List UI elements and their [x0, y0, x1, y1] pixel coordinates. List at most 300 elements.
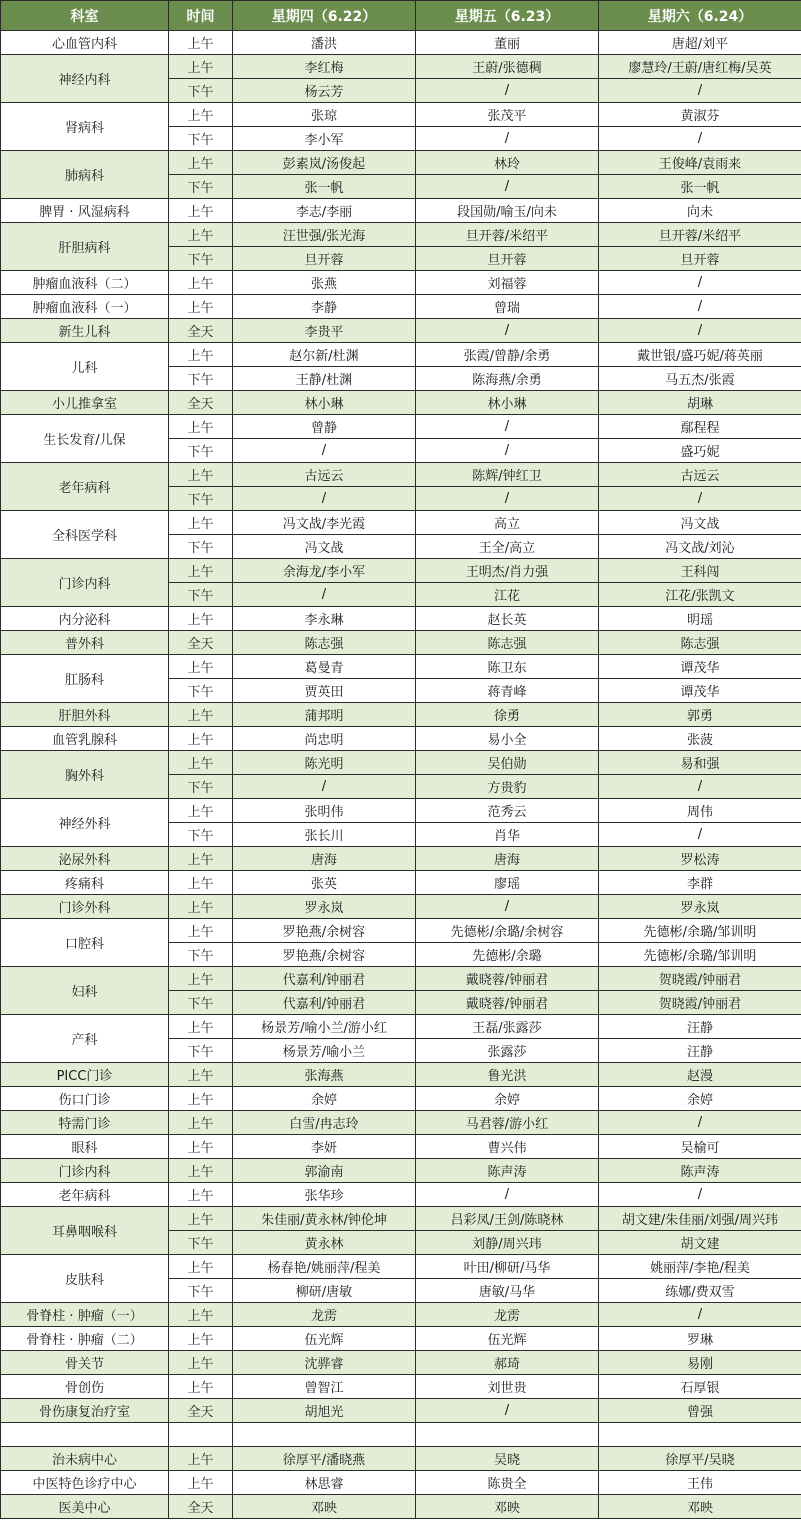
time-cell: 下午 [169, 775, 233, 799]
time-cell: 上午 [169, 919, 233, 943]
time-cell: 下午 [169, 367, 233, 391]
time-cell: 下午 [169, 487, 233, 511]
friday-cell: 董丽 [416, 31, 599, 55]
header-thursday: 星期四（6.22） [233, 1, 416, 31]
department-cell: 老年病科 [1, 1183, 169, 1207]
friday-cell: 张霞/曾静/余勇 [416, 343, 599, 367]
department-cell: 血管乳腺科 [1, 727, 169, 751]
friday-cell: 肖华 [416, 823, 599, 847]
department-cell: 普外科 [1, 631, 169, 655]
time-cell: 下午 [169, 247, 233, 271]
table-row [1, 199, 801, 223]
department-cell: 妇科 [1, 967, 169, 1015]
department-cell: 肺病科 [1, 151, 169, 199]
table-row [1, 1207, 801, 1231]
thursday-cell: 杨云芳 [233, 79, 416, 103]
time-cell: 上午 [169, 1183, 233, 1207]
department-cell: 生长发育/儿保 [1, 415, 169, 463]
header-friday: 星期五（6.23） [416, 1, 599, 31]
friday-cell: / [416, 439, 599, 463]
friday-cell: 段国勋/喻玉/向未 [416, 199, 599, 223]
friday-cell: / [416, 319, 599, 343]
saturday-cell: 戴世银/盛巧妮/蒋英丽 [599, 343, 801, 367]
time-cell: 下午 [169, 991, 233, 1015]
table-row [1, 1447, 801, 1471]
saturday-cell: 汪静 [599, 1039, 801, 1063]
friday-cell: / [416, 175, 599, 199]
thursday-cell: 汪世强/张光海 [233, 223, 416, 247]
saturday-cell: 徐厚平/吴晓 [599, 1447, 801, 1471]
table-row [1, 463, 801, 487]
saturday-cell: / [599, 1111, 801, 1135]
thursday-cell: 张一帆 [233, 175, 416, 199]
table-row [1, 895, 801, 919]
thursday-cell: 冯文战 [233, 535, 416, 559]
header-time: 时间 [169, 1, 233, 31]
thursday-cell: 杨春艳/姚丽萍/程美 [233, 1255, 416, 1279]
time-cell: 下午 [169, 127, 233, 151]
time-cell: 上午 [169, 1351, 233, 1375]
friday-cell: 王明杰/肖力强 [416, 559, 599, 583]
thursday-cell: 旦开蓉 [233, 247, 416, 271]
thursday-cell: 李贵平 [233, 319, 416, 343]
saturday-cell: 张一帆 [599, 175, 801, 199]
time-cell: 上午 [169, 1063, 233, 1087]
thursday-cell: 胡旭光 [233, 1399, 416, 1423]
saturday-cell: 汪静 [599, 1015, 801, 1039]
time-cell: 全天 [169, 1399, 233, 1423]
department-cell: 中医特色诊疗中心 [1, 1471, 169, 1495]
saturday-cell: 易和强 [599, 751, 801, 775]
saturday-cell: 江花/张凯文 [599, 583, 801, 607]
friday-cell: 张茂平 [416, 103, 599, 127]
thursday-cell: 伍光辉 [233, 1327, 416, 1351]
time-cell: 上午 [169, 415, 233, 439]
friday-cell: 先德彬/余璐 [416, 943, 599, 967]
department-cell: 皮肤科 [1, 1255, 169, 1303]
saturday-cell: 王伟 [599, 1471, 801, 1495]
department-cell: 内分泌科 [1, 607, 169, 631]
department-cell: 门诊外科 [1, 895, 169, 919]
table-row [1, 919, 801, 943]
thursday-cell: 林思睿 [233, 1471, 416, 1495]
time-cell: 上午 [169, 223, 233, 247]
table-row [1, 103, 801, 127]
table-row [1, 1135, 801, 1159]
time-cell: 上午 [169, 1111, 233, 1135]
friday-cell: 高立 [416, 511, 599, 535]
time-cell: 上午 [169, 343, 233, 367]
friday-cell: 刘静/周兴玮 [416, 1231, 599, 1255]
table-row [1, 607, 801, 631]
time-cell: 上午 [169, 967, 233, 991]
time-cell: 上午 [169, 727, 233, 751]
thursday-cell: 张英 [233, 871, 416, 895]
thursday-cell: 曾智江 [233, 1375, 416, 1399]
thursday-cell: 罗永岚 [233, 895, 416, 919]
friday-cell: 曹兴伟 [416, 1135, 599, 1159]
table-row [1, 271, 801, 295]
department-cell: 肝胆病科 [1, 223, 169, 271]
time-cell: 上午 [169, 1327, 233, 1351]
time-cell: 下午 [169, 679, 233, 703]
time-cell: 上午 [169, 703, 233, 727]
time-cell: 下午 [169, 79, 233, 103]
table-row [1, 511, 801, 535]
saturday-cell: 郭勇 [599, 703, 801, 727]
department-cell: 骨创伤 [1, 1375, 169, 1399]
friday-cell: 徐勇 [416, 703, 599, 727]
saturday-cell: 旦开蓉 [599, 247, 801, 271]
department-cell: 疼痛科 [1, 871, 169, 895]
thursday-cell: 杨景芳/喻小兰/游小红 [233, 1015, 416, 1039]
friday-cell: 唐海 [416, 847, 599, 871]
saturday-cell: 练娜/费双雪 [599, 1279, 801, 1303]
department-cell: 神经内科 [1, 55, 169, 103]
time-cell: 上午 [169, 103, 233, 127]
saturday-cell: 罗松涛 [599, 847, 801, 871]
thursday-cell: 徐厚平/潘晓燕 [233, 1447, 416, 1471]
thursday-cell: 余海龙/李小军 [233, 559, 416, 583]
table-row [1, 967, 801, 991]
friday-cell: 龙雳 [416, 1303, 599, 1327]
saturday-cell: 胡文建 [599, 1231, 801, 1255]
table-row [1, 1471, 801, 1495]
thursday-cell: 林小琳 [233, 391, 416, 415]
table-row [1, 1015, 801, 1039]
friday-cell: 王磊/张露莎 [416, 1015, 599, 1039]
department-cell: 胸外科 [1, 751, 169, 799]
time-cell: 上午 [169, 751, 233, 775]
saturday-cell: 王科闯 [599, 559, 801, 583]
saturday-cell: / [599, 79, 801, 103]
thursday-cell: 代嘉利/钟丽君 [233, 967, 416, 991]
thursday-cell: 代嘉利/钟丽君 [233, 991, 416, 1015]
time-cell: 上午 [169, 559, 233, 583]
thursday-cell: / [233, 439, 416, 463]
department-cell: 医美中心 [1, 1495, 169, 1519]
table-row [1, 871, 801, 895]
thursday-cell: 邓映 [233, 1495, 416, 1519]
friday-cell: 陈志强 [416, 631, 599, 655]
thursday-cell: 罗艳燕/余树容 [233, 919, 416, 943]
saturday-cell: / [599, 1183, 801, 1207]
thursday-cell: 陈光明 [233, 751, 416, 775]
thursday-cell: 蒲邦明 [233, 703, 416, 727]
friday-cell: 陈声涛 [416, 1159, 599, 1183]
thursday-cell: 曾静 [233, 415, 416, 439]
header-department: 科室 [1, 1, 169, 31]
department-cell: 老年病科 [1, 463, 169, 511]
table-row [1, 751, 801, 775]
thursday-cell: 郭渝南 [233, 1159, 416, 1183]
table-row [1, 295, 801, 319]
saturday-cell: 唐超/刘平 [599, 31, 801, 55]
time-cell: 下午 [169, 439, 233, 463]
friday-cell: 陈海燕/余勇 [416, 367, 599, 391]
saturday-cell: 邓映 [599, 1495, 801, 1519]
time-cell: 上午 [169, 271, 233, 295]
friday-cell: 先德彬/余璐/余树容 [416, 919, 599, 943]
time-cell: 上午 [169, 1375, 233, 1399]
thursday-cell: 陈志强 [233, 631, 416, 655]
department-cell: 产科 [1, 1015, 169, 1063]
thursday-cell: 王静/杜渊 [233, 367, 416, 391]
time-cell: 上午 [169, 199, 233, 223]
saturday-cell: 周伟 [599, 799, 801, 823]
friday-cell: 陈贵全 [416, 1471, 599, 1495]
time-cell: 上午 [169, 655, 233, 679]
time-cell: 上午 [169, 463, 233, 487]
department-cell: 神经外科 [1, 799, 169, 847]
time-cell: 下午 [169, 583, 233, 607]
thursday-cell: 葛曼青 [233, 655, 416, 679]
table-row [1, 655, 801, 679]
friday-cell: 郝琦 [416, 1351, 599, 1375]
friday-cell: 余婷 [416, 1087, 599, 1111]
table-row [1, 1495, 801, 1519]
thursday-cell: 张海燕 [233, 1063, 416, 1087]
thursday-cell: 潘洪 [233, 31, 416, 55]
table-row [1, 1063, 801, 1087]
saturday-cell: 马五杰/张霞 [599, 367, 801, 391]
table-row [1, 559, 801, 583]
time-cell: 下午 [169, 943, 233, 967]
time-cell: 上午 [169, 295, 233, 319]
saturday-cell: 姚丽萍/李艳/程美 [599, 1255, 801, 1279]
time-cell: 上午 [169, 847, 233, 871]
saturday-cell: / [599, 487, 801, 511]
table-row [1, 847, 801, 871]
friday-cell: 马君蓉/游小红 [416, 1111, 599, 1135]
saturday-cell: 罗永岚 [599, 895, 801, 919]
department-cell: PICC门诊 [1, 1063, 169, 1087]
time-cell: 全天 [169, 391, 233, 415]
friday-cell: 叶田/柳研/马华 [416, 1255, 599, 1279]
saturday-cell: 古远云 [599, 463, 801, 487]
saturday-cell: 先德彬/余璐/邹训明 [599, 943, 801, 967]
friday-cell: 戴晓蓉/钟丽君 [416, 967, 599, 991]
friday-cell: 王蔚/张德稠 [416, 55, 599, 79]
thursday-cell: 张琼 [233, 103, 416, 127]
department-cell: 心血管内科 [1, 31, 169, 55]
time-cell: 下午 [169, 1231, 233, 1255]
saturday-cell: 吴榆可 [599, 1135, 801, 1159]
friday-cell: 戴晓蓉/钟丽君 [416, 991, 599, 1015]
thursday-cell: 余婷 [233, 1087, 416, 1111]
department-cell: 门诊内科 [1, 559, 169, 607]
saturday-cell: 易刚 [599, 1351, 801, 1375]
department-cell: 骨关节 [1, 1351, 169, 1375]
department-cell: 骨脊柱 · 肿瘤（二） [1, 1327, 169, 1351]
time-cell: 上午 [169, 1087, 233, 1111]
friday-cell: 江花 [416, 583, 599, 607]
time-cell: 全天 [169, 631, 233, 655]
saturday-cell [599, 1423, 801, 1447]
schedule-body [1, 31, 801, 1519]
thursday-cell: 李红梅 [233, 55, 416, 79]
friday-cell: 唐敏/马华 [416, 1279, 599, 1303]
thursday-cell: / [233, 583, 416, 607]
table-row [1, 631, 801, 655]
department-cell: 耳鼻咽喉科 [1, 1207, 169, 1255]
department-cell: 骨脊柱 · 肿瘤（一） [1, 1303, 169, 1327]
time-cell: 上午 [169, 1135, 233, 1159]
table-row [1, 319, 801, 343]
time-cell: 上午 [169, 799, 233, 823]
friday-cell: 吕彩凤/王剑/陈晓林 [416, 1207, 599, 1231]
saturday-cell: 陈声涛 [599, 1159, 801, 1183]
saturday-cell: 罗琳 [599, 1327, 801, 1351]
time-cell: 下午 [169, 535, 233, 559]
thursday-cell: 黄永林 [233, 1231, 416, 1255]
time-cell: 下午 [169, 1279, 233, 1303]
friday-cell: / [416, 127, 599, 151]
table-row [1, 1399, 801, 1423]
thursday-cell: 罗艳燕/余树容 [233, 943, 416, 967]
friday-cell: 蒋青峰 [416, 679, 599, 703]
thursday-cell: 古远云 [233, 463, 416, 487]
friday-cell: / [416, 415, 599, 439]
thursday-cell: 杨景芳/喻小兰 [233, 1039, 416, 1063]
time-cell: 上午 [169, 511, 233, 535]
thursday-cell: 唐海 [233, 847, 416, 871]
thursday-cell: 张长川 [233, 823, 416, 847]
thursday-cell: / [233, 487, 416, 511]
time-cell: 全天 [169, 1495, 233, 1519]
table-row [1, 55, 801, 79]
saturday-cell: 旦开蓉/米绍平 [599, 223, 801, 247]
saturday-cell: 盛巧妮 [599, 439, 801, 463]
friday-cell: / [416, 895, 599, 919]
department-cell: 门诊内科 [1, 1159, 169, 1183]
table-row [1, 727, 801, 751]
department-cell: 泌尿外科 [1, 847, 169, 871]
thursday-cell: 冯文战/李光霞 [233, 511, 416, 535]
saturday-cell: / [599, 271, 801, 295]
friday-cell: / [416, 487, 599, 511]
table-row [1, 1423, 801, 1447]
friday-cell: 林小琳 [416, 391, 599, 415]
thursday-cell: 李小军 [233, 127, 416, 151]
friday-cell: 曾瑞 [416, 295, 599, 319]
friday-cell: 刘世贵 [416, 1375, 599, 1399]
saturday-cell: 陈志强 [599, 631, 801, 655]
saturday-cell: 鄢程程 [599, 415, 801, 439]
table-row [1, 391, 801, 415]
table-row [1, 1327, 801, 1351]
thursday-cell: 李静 [233, 295, 416, 319]
friday-cell: 王全/高立 [416, 535, 599, 559]
table-row [1, 1375, 801, 1399]
friday-cell: 廖瑶 [416, 871, 599, 895]
saturday-cell: 胡琳 [599, 391, 801, 415]
saturday-cell: 李群 [599, 871, 801, 895]
time-cell: 上午 [169, 1447, 233, 1471]
department-cell: 肝胆外科 [1, 703, 169, 727]
saturday-cell: / [599, 295, 801, 319]
friday-cell: 鲁光洪 [416, 1063, 599, 1087]
saturday-cell: 先德彬/余璐/邹训明 [599, 919, 801, 943]
saturday-cell: / [599, 127, 801, 151]
department-cell: 特需门诊 [1, 1111, 169, 1135]
saturday-cell: 石厚银 [599, 1375, 801, 1399]
time-cell: 下午 [169, 823, 233, 847]
table-row [1, 223, 801, 247]
table-row [1, 1183, 801, 1207]
saturday-cell: 谭茂华 [599, 655, 801, 679]
department-cell: 小儿推拿室 [1, 391, 169, 415]
friday-cell: 范秀云 [416, 799, 599, 823]
time-cell: 上午 [169, 871, 233, 895]
table-header-row [1, 1, 801, 31]
friday-cell: / [416, 1183, 599, 1207]
time-cell: 上午 [169, 1303, 233, 1327]
friday-cell: 方贵豹 [416, 775, 599, 799]
saturday-cell: 冯文战 [599, 511, 801, 535]
saturday-cell: / [599, 775, 801, 799]
table-row [1, 1351, 801, 1375]
time-cell: 上午 [169, 1207, 233, 1231]
table-row [1, 31, 801, 55]
thursday-cell: 张明伟 [233, 799, 416, 823]
time-cell: 上午 [169, 1159, 233, 1183]
department-cell: 肾病科 [1, 103, 169, 151]
time-cell: 上午 [169, 1471, 233, 1495]
department-cell: 脾胃 · 风湿病科 [1, 199, 169, 223]
time-cell: 上午 [169, 55, 233, 79]
thursday-cell: 张华珍 [233, 1183, 416, 1207]
saturday-cell: 贺晓霞/钟丽君 [599, 967, 801, 991]
friday-cell: 张露莎 [416, 1039, 599, 1063]
saturday-cell: 胡文建/朱佳丽/刘强/周兴玮 [599, 1207, 801, 1231]
friday-cell: / [416, 79, 599, 103]
friday-cell: 邓映 [416, 1495, 599, 1519]
thursday-cell: 尚忠明 [233, 727, 416, 751]
friday-cell: 陈卫东 [416, 655, 599, 679]
thursday-cell: / [233, 775, 416, 799]
friday-cell: 旦开蓉/米绍平 [416, 223, 599, 247]
saturday-cell: 张菠 [599, 727, 801, 751]
time-cell: 全天 [169, 319, 233, 343]
friday-cell: 刘福蓉 [416, 271, 599, 295]
friday-cell: 赵长英 [416, 607, 599, 631]
friday-cell [416, 1423, 599, 1447]
table-row [1, 1255, 801, 1279]
thursday-cell: 沈骅睿 [233, 1351, 416, 1375]
table-row [1, 415, 801, 439]
department-cell: 儿科 [1, 343, 169, 391]
department-cell: 治未病中心 [1, 1447, 169, 1471]
time-cell: 上午 [169, 607, 233, 631]
thursday-cell: 李妍 [233, 1135, 416, 1159]
department-cell: 口腔科 [1, 919, 169, 967]
friday-cell: 伍光辉 [416, 1327, 599, 1351]
table-row [1, 1111, 801, 1135]
thursday-cell: 柳研/唐敏 [233, 1279, 416, 1303]
time-cell: 上午 [169, 31, 233, 55]
department-cell: 肛肠科 [1, 655, 169, 703]
saturday-cell: 余婷 [599, 1087, 801, 1111]
table-row [1, 1159, 801, 1183]
friday-cell: 林玲 [416, 151, 599, 175]
thursday-cell: 白雪/冉志玲 [233, 1111, 416, 1135]
time-cell: 下午 [169, 175, 233, 199]
friday-cell: 吴晓 [416, 1447, 599, 1471]
thursday-cell: 贾英田 [233, 679, 416, 703]
department-cell [1, 1423, 169, 1447]
saturday-cell: 贺晓霞/钟丽君 [599, 991, 801, 1015]
